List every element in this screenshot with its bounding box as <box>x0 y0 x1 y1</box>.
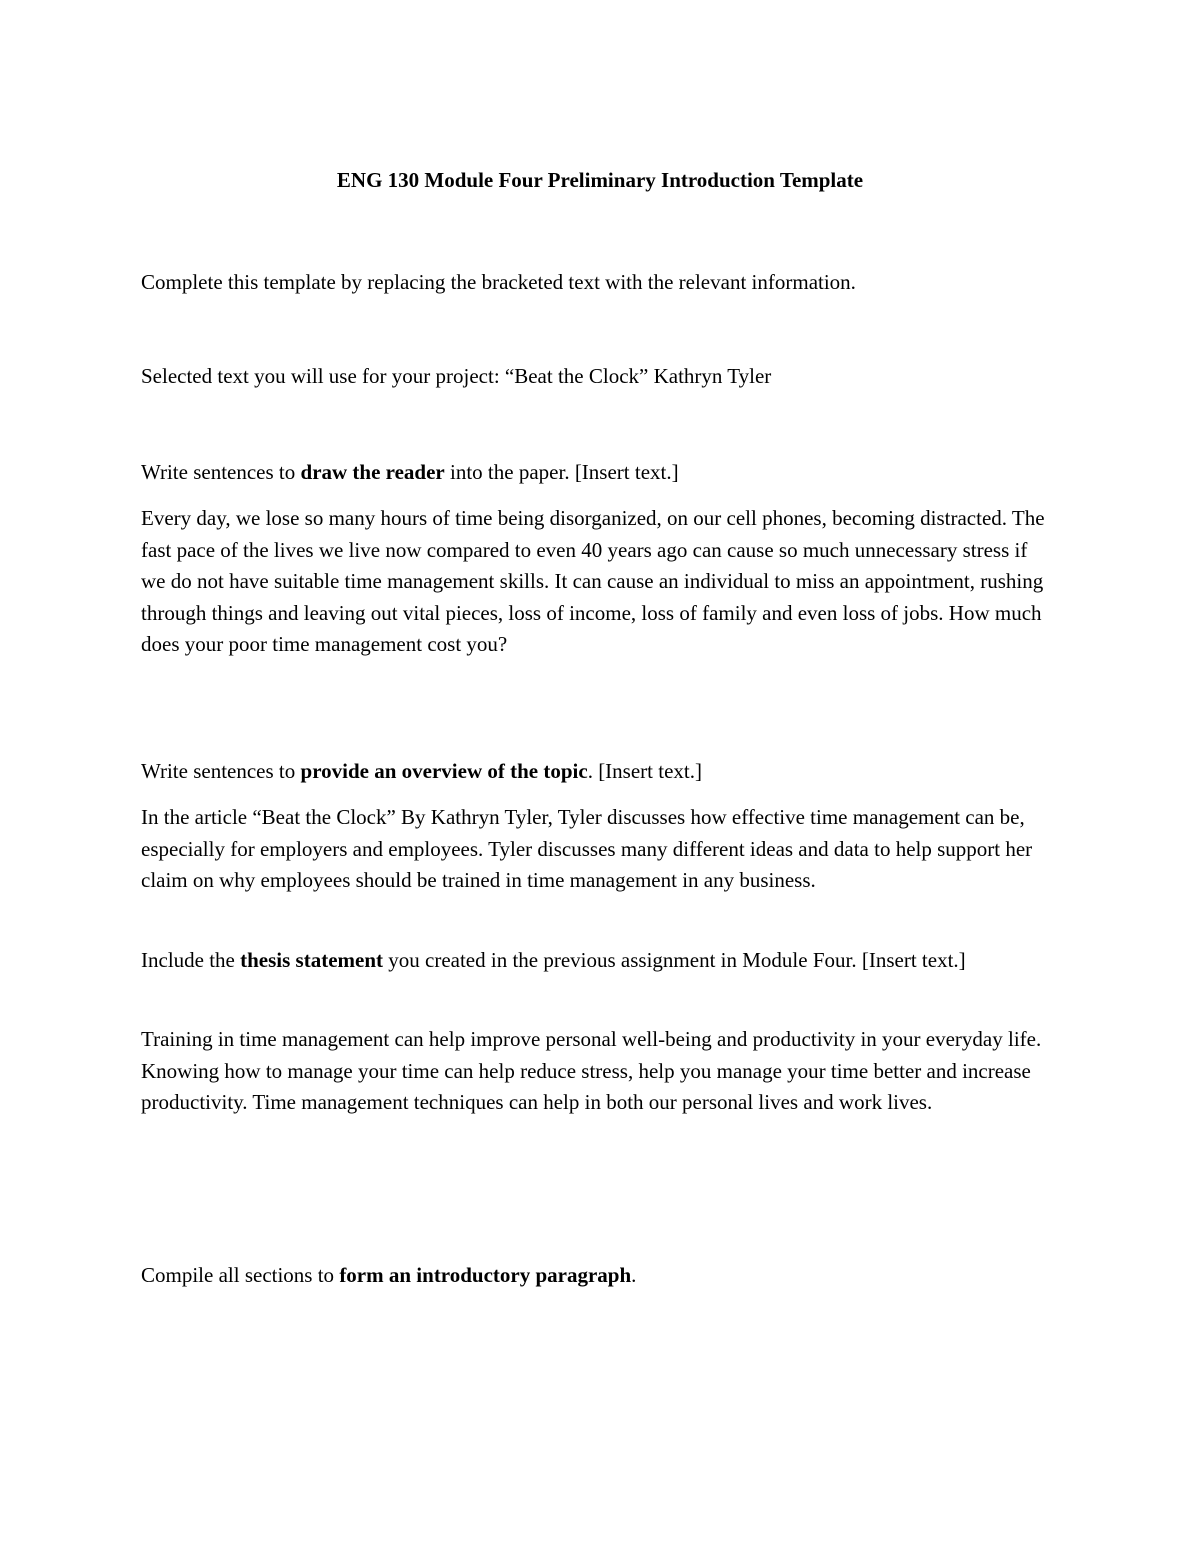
prompt-thesis <box>141 945 1056 977</box>
prompt-text: into the paper. [Insert text.] <box>444 460 679 484</box>
prompt-text: Write sentences to <box>141 460 301 484</box>
document-title: ENG 130 Module Four Preliminary Introduction Template <box>336 168 864 192</box>
prompt-emphasis: draw the reader <box>300 460 445 484</box>
response-draw-reader: Every day, we lose so many hours of time being disorganized, on our cell phones, becoming distracted. The fast pace of the lives we live now compared to even 40 years ago can cause so much unnecessary stress if we do not have suitable time management skills. It can cause an individual to miss an appointment, rushing through things and leaving out vital pieces, loss of income, loss of family and even loss of jobs. How much does your poor time management cost you? <box>141 506 1045 656</box>
response-thesis: Training in time management can help improve personal well-being and productivity in your everyday life. Knowing how to manage your time can help reduce stress, help you manage your time better and increase productivity. Time management techniques can help in both our personal lives and work lives. <box>141 1027 1042 1114</box>
prompt-text: Write sentences to <box>141 759 301 783</box>
prompt-text: Compile all sections to <box>141 1263 340 1287</box>
instructions-text: Complete this template by replacing the bracketed text with the relevant information. <box>141 270 856 294</box>
prompt-text: . [Insert text.] <box>587 759 702 783</box>
response-overview: In the article “Beat the Clock” By Kathryn Tyler, Tyler discusses how effective time management can be, especially for employers and employees. Tyler discusses many different ideas and data to help support her claim on why employees should be trained in time management in any business. <box>141 805 1033 892</box>
prompt-overview <box>141 756 1056 788</box>
prompt-emphasis: thesis statement <box>240 948 384 972</box>
prompt-emphasis: provide an overview of the topic <box>300 759 588 783</box>
prompt-text: you created in the previous assignment in Module Four. [Insert text.] <box>383 948 966 972</box>
prompt-draw-reader <box>141 457 1056 489</box>
prompt-emphasis: form an introductory paragraph <box>339 1263 632 1287</box>
prompt-text: . <box>631 1263 637 1287</box>
prompt-compile <box>141 1260 1056 1292</box>
prompt-text: Include the <box>141 948 241 972</box>
selected-text-line: Selected text you will use for your project: “Beat the Clock” Kathryn Tyler <box>141 364 772 388</box>
